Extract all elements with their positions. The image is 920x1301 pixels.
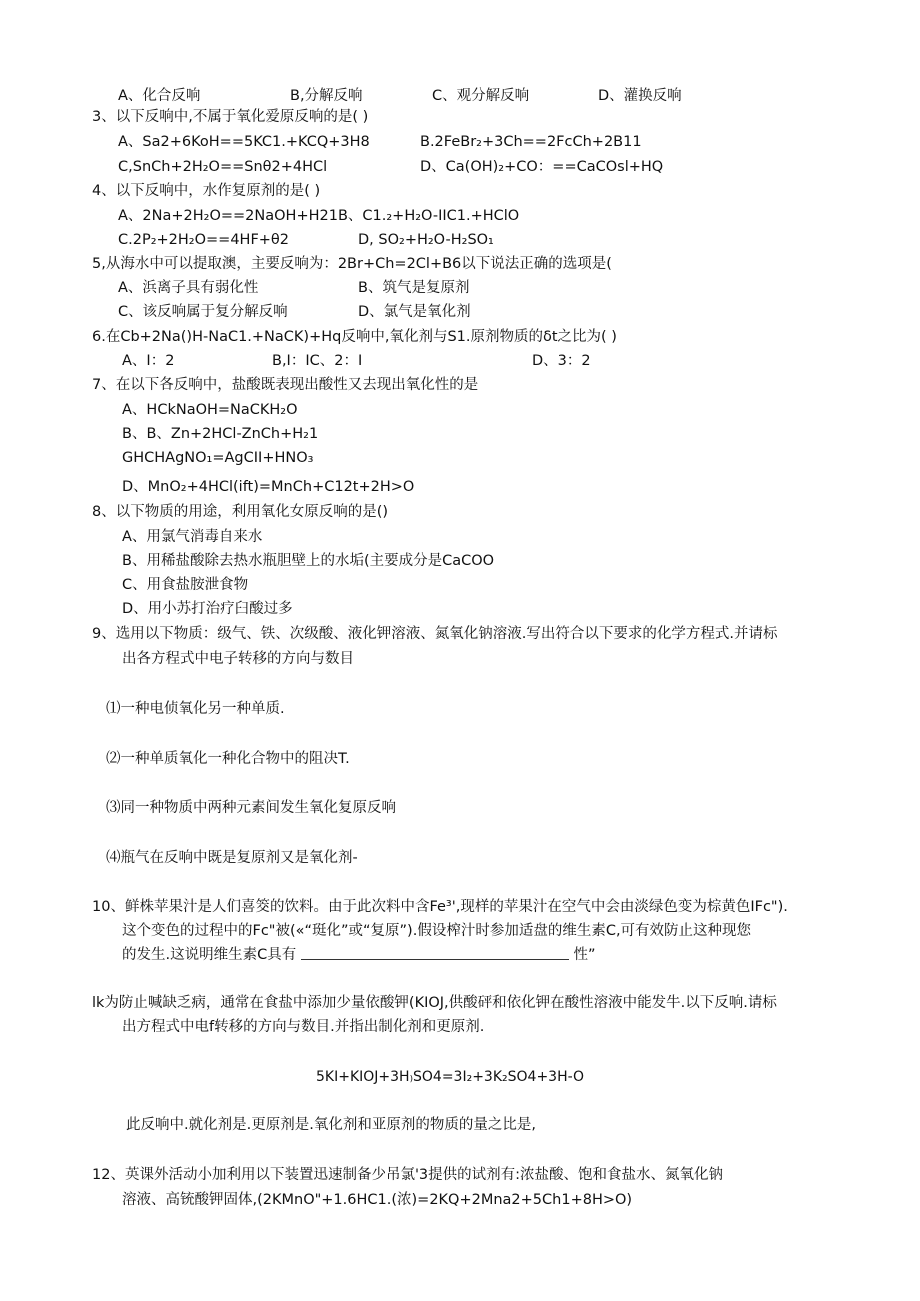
q7-option-b: B、B、Zn+2HCl-ZnCh+H₂1 bbox=[122, 426, 319, 442]
q9-subquestion-1: ⑴一种电侦氧化另一种单质. bbox=[106, 701, 285, 717]
q8-option-a: A、用氯气消毒自来水 bbox=[122, 529, 263, 545]
q6-option-d: D、3：2 bbox=[532, 353, 591, 369]
q3-option-d: D、Ca(OH)₂+CO：==CaCOsl+HQ bbox=[420, 159, 664, 175]
q10-text-before-blank: 的发生.这说明维生素C具有 bbox=[122, 947, 297, 963]
question-11-line-3: 此反响中.就化剂是.更原剂是.氧化剂和亚原剂的物质的量之比是, bbox=[126, 1117, 536, 1133]
question-7: 7、在以下各反响中，盐酸既表现出酸性又去现出氧化性的是 bbox=[92, 377, 479, 393]
question-9-line-2: 出各方程式中电子转移的方向与数目 bbox=[122, 651, 354, 667]
question-11-line-2: 出方程式中电f转移的方向与数目.并指出制化剂和更原剂. bbox=[122, 1019, 485, 1035]
q5-option-a: A、浜离子具有弱化性 bbox=[118, 280, 259, 296]
q4-option-c: C.2P₂+2H₂O==4HF+θ2 bbox=[118, 232, 290, 248]
q5-option-d: D、氯气是氧化剂 bbox=[358, 304, 471, 320]
q5-option-b: B、筑气是复原剂 bbox=[358, 280, 470, 296]
question-6: 6.在Cb+2Na()H-NaC1.+NaCK)+Hq反响中,氧化剂与S1.原剂物质的δt之比为( ) bbox=[92, 329, 617, 345]
q9-subquestion-3: ⑶同一种物质中两种元素间发生氧化复原反响 bbox=[106, 800, 396, 816]
q9-subquestion-4: ⑷瓶气在反响中既是复原剂又是氧化剂- bbox=[106, 850, 358, 866]
q3-option-a: A、Sa2+6KoH==5KC1.+KCQ+3H8 bbox=[118, 134, 370, 150]
question-4: 4、以下反响中，水作复原剂的是( ) bbox=[92, 183, 321, 199]
question-9-line-1: 9、选用以下物质：级气、铁、次级酸、液化钾溶液、氮氧化钠溶液.写出符合以下要求的化学方程式.并请标 bbox=[92, 626, 778, 642]
q3-option-b: B.2FeBr₂+3Ch==2FcCh+2B11 bbox=[420, 134, 642, 150]
q2-option-c: C、观分解反响 bbox=[432, 88, 530, 104]
question-11-line-1: lk为防止喊缺乏病，通常在食盐中添加少量依酸钾(KIOJ,供酸砰和依化钾在酸性溶液中能发牛.以下反响.请标 bbox=[92, 995, 777, 1011]
q2-option-a: A、化合反响 bbox=[118, 88, 201, 104]
question-3: 3、以下反响中,不属于氧化爱原反响的是( ) bbox=[92, 109, 369, 125]
q10-text-after-blank: 性” bbox=[573, 947, 596, 963]
question-10-line-2: 这个变色的过程中的Fc"被(«“珽化”或“复原”).假设榨汁时参加适盘的维生素C,可有效防止这种现您 bbox=[122, 923, 752, 939]
q4-option-d: D, SO₂+H₂O-H₂SO₁ bbox=[358, 232, 494, 248]
q4-option-ab: A、2Na+2H₂O==2NaOH+H21B、C1.₂+H₂O-IIC1.+HClO bbox=[118, 208, 520, 224]
q2-option-b: B,分解反响 bbox=[290, 88, 363, 104]
q3-option-c: C,SnCh+2H₂O==Snθ2+4HCl bbox=[118, 159, 328, 175]
question-5: 5,从海水中可以提取澳，主要反响为：2Br+Ch=2Cl+B6以下说法正确的选项是( bbox=[92, 256, 612, 272]
q8-option-b: B、用稀盐酸除去热水瓶胆壁上的水垢(主要成分是CaCOO bbox=[122, 553, 495, 569]
question-12-line-2: 溶液、高铳酸钾固体,(2KMnO"+1.6HC1.(浓)=2KQ+2Mna2+5Ch1+8H>O) bbox=[122, 1192, 633, 1208]
q7-option-c: GHCHAgNO₁=AgCII+HNO₃ bbox=[122, 450, 314, 466]
question-10-line-3 bbox=[122, 946, 595, 964]
q6-option-a: A、I：2 bbox=[122, 353, 175, 369]
q10-answer-blank[interactable] bbox=[301, 947, 569, 960]
question-8: 8、以下物质的用途，利用氧化女原反响的是() bbox=[92, 504, 389, 520]
q7-option-a: A、HCkNaOH=NaCKH₂O bbox=[122, 402, 298, 418]
q5-option-c: C、该反响属于复分解反响 bbox=[118, 304, 288, 320]
q7-option-d: D、MnO₂+4HCl(ift)=MnCh+C12t+2H>O bbox=[122, 479, 415, 495]
q6-option-bc: B,I：IC、2：I bbox=[272, 353, 363, 369]
question-10-line-1: 10、鲜株苹果汁是人们喜筊的饮料。由于此次料中含Fe³',现样的苹果汁在空气中会由淡绿色变为棕黄色IFc"). bbox=[92, 899, 788, 915]
question-12-line-1: 12、英课外活动小加利用以下装置迅速制备少吊氯'3提供的试剂有:浓盐酸、饱和食盐水、氮氧化钠 bbox=[92, 1167, 724, 1183]
q8-option-d: D、用小苏打治疗臼酸过多 bbox=[122, 601, 293, 617]
q11-equation: 5KI+KIOJ+3H₎SO4=3I₂+3K₂SO4+3H-O bbox=[316, 1069, 585, 1085]
q9-subquestion-2: ⑵一种单质氧化一种化合物中的阻决T. bbox=[106, 751, 350, 767]
q2-option-d: D、灌换反响 bbox=[598, 88, 682, 104]
q8-option-c: C、用食盐胺泄食物 bbox=[122, 577, 249, 593]
